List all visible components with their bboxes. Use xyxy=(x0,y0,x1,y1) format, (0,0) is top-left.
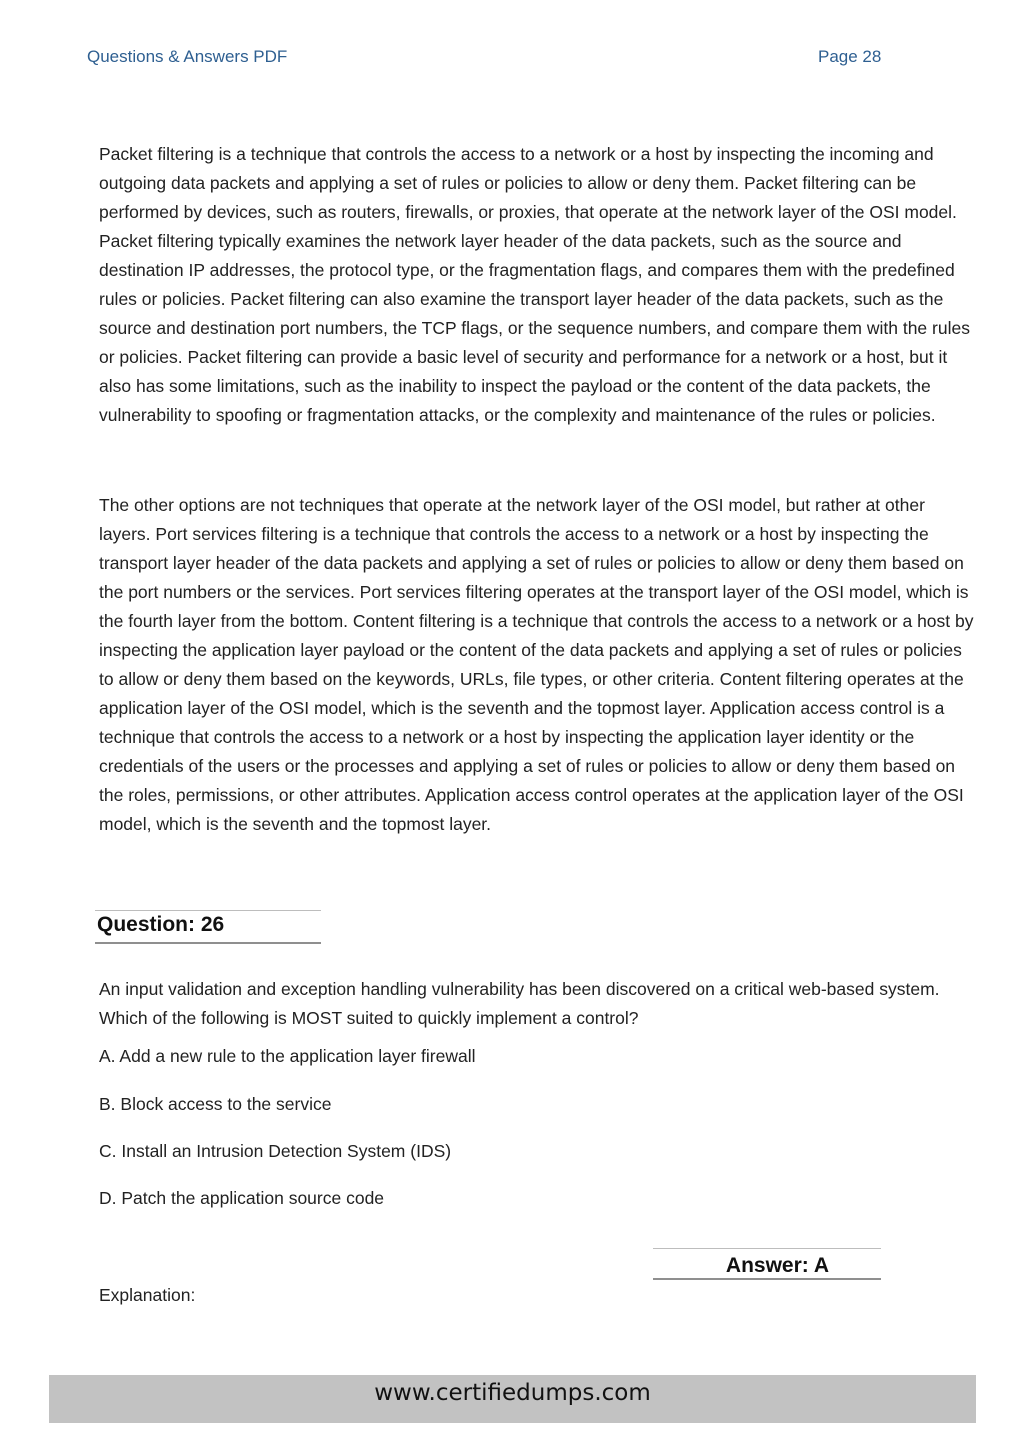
page-footer xyxy=(49,1375,976,1423)
explanation-paragraph-2 xyxy=(99,491,979,839)
option-a: A. Add a new rule to the application layer firewall xyxy=(99,1046,476,1066)
question-title: Question: 26 xyxy=(97,913,225,936)
question-heading xyxy=(95,910,321,944)
header-title: Questions & Answers PDF xyxy=(87,47,288,66)
option-c: C. Install an Intrusion Detection System (IDS) xyxy=(99,1141,452,1161)
question-stem: An input validation and exception handling vulnerability has been discovered on a critical web-based system. Which of the following is MOST suited to quickly implement a control? xyxy=(99,979,940,1028)
question-text xyxy=(99,975,979,1033)
option-d: D. Patch the application source code xyxy=(99,1188,385,1208)
answer-heading xyxy=(653,1248,881,1280)
explanation-paragraph-1 xyxy=(99,140,979,430)
answer-label: Answer: A xyxy=(725,1254,829,1277)
page-number: Page 28 xyxy=(818,47,882,66)
explanation-label: Explanation: xyxy=(99,1285,196,1305)
option-b: B. Block access to the service xyxy=(99,1094,332,1114)
paragraph-text: Packet filtering is a technique that controls the access to a network or a host by inspecting the incoming and outgoing data packets and applying a set of rules or policies to allow or deny them. Packet filtering can be performed by devices, such as routers, firewalls, or proxies, that operate at the network layer of the OSI model. Packet filtering typically examines the network layer header of the data packets, such as the source and destination IP addresses, the protocol type, or the fragmentation flags, and compares them with the predefined rules or policies. Packet filtering can also examine the transport layer header of the data packets, such as the source and destination port numbers, the TCP flags, or the sequence numbers, and compare them with the rules or policies. Packet filtering can provide a basic level of security and performance for a network or a host, but it also has some limitations, such as the inability to inspect the payload or the content of the data packets, the vulnerability to spoofing or fragmentation attacks, or the complexity and maintenance of the rules or policies. xyxy=(99,144,970,425)
footer-url: www.certifiedumps.com xyxy=(374,1380,651,1406)
paragraph-text: The other options are not techniques that operate at the network layer of the OSI model, but rather at other layers. Port services filtering is a technique that controls the access to a network or a host by inspecting the transport layer header of the data packets and applying a set of rules or policies to allow or deny them based on the port numbers or the services. Port services filtering operates at the transport layer of the OSI model, which is the fourth layer from the bottom. Content filtering is a technique that controls the access to a network or a host by inspecting the application layer payload or the content of the data packets and applying a set of rules or policies to allow or deny them based on the keywords, URLs, file types, or other criteria. Content filtering operates at the application layer of the OSI model, which is the seventh and the topmost layer. Application access control is a technique that controls the access to a network or a host by inspecting the application layer identity or the credentials of the users or the processes and applying a set of rules or policies to allow or deny them based on the roles, permissions, or other attributes. Application access control operates at the application layer of the OSI model, which is the seventh and the topmost layer. xyxy=(99,495,974,834)
